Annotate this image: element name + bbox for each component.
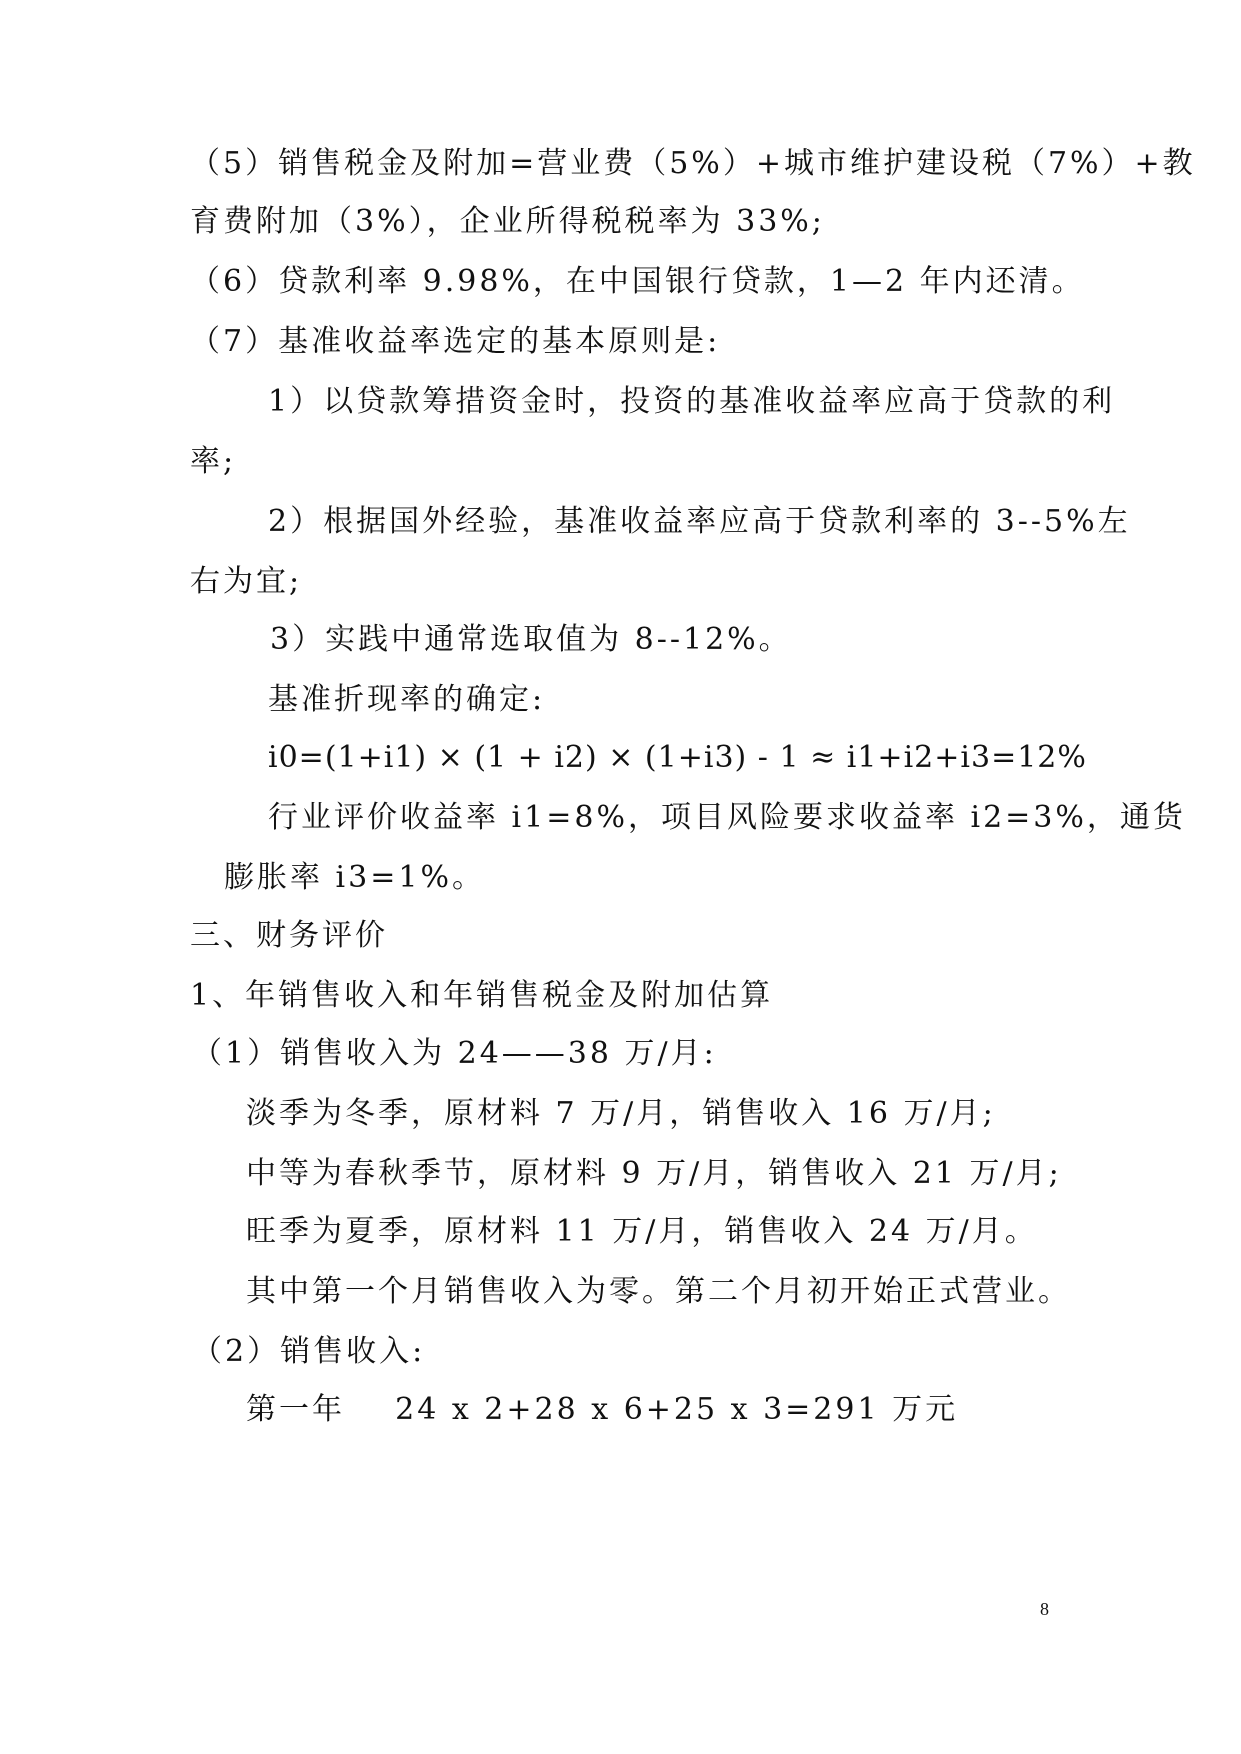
text-line: 2）根据国外经验，基准收益率应高于贷款利率的 3--5%左 [268,504,1131,539]
section-heading: 三、财务评价 [190,918,388,953]
text-line: （7）基准收益率选定的基本原则是: [190,324,721,359]
text-line: 中等为春秋季节，原材料 9 万/月，销售收入 21 万/月; [246,1156,1062,1191]
text-line: 基准折现率的确定: [268,682,546,717]
text-line: （1）销售收入为 24——38 万/月: [192,1036,717,1071]
text-line: 第一年 24 x 2+28 x 6+25 x 3=291 万元 [246,1392,959,1427]
subsection-heading: 1、年销售收入和年销售税金及附加估算 [190,978,774,1013]
text-line: 右为宜; [190,564,303,599]
text-line: 1）以贷款筹措资金时，投资的基准收益率应高于贷款的利 [268,384,1116,419]
text-line: 旺季为夏季，原材料 11 万/月，销售收入 24 万/月。 [246,1214,1038,1249]
text-line: （5）销售税金及附加=营业费（5%）+城市维护建设税（7%）+教 [190,146,1196,181]
text-line: 淡季为冬季，原材料 7 万/月，销售收入 16 万/月; [246,1096,996,1131]
text-line: 膨胀率 i3=1%。 [224,860,485,895]
text-line: 率; [190,444,237,479]
text-line: 育费附加（3%），企业所得税税率为 33%; [190,204,825,239]
page-number: 8 [1040,1599,1049,1619]
formula-line: i0=(1+i1) × (1 + i2) × (1+i3) - 1 ≈ i1+i2+i3=12% [268,740,1087,775]
text-line: （6）贷款利率 9.98%，在中国银行贷款，1—2 年内还清。 [190,264,1085,299]
text-line: 3）实践中通常选取值为 8--12%。 [270,622,792,657]
text-line: 其中第一个月销售收入为零。第二个月初开始正式营业。 [246,1274,1071,1309]
text-line: （2）销售收入: [192,1334,426,1369]
text-line: 行业评价收益率 i1=8%，项目风险要求收益率 i2=3%，通货 [268,800,1186,835]
